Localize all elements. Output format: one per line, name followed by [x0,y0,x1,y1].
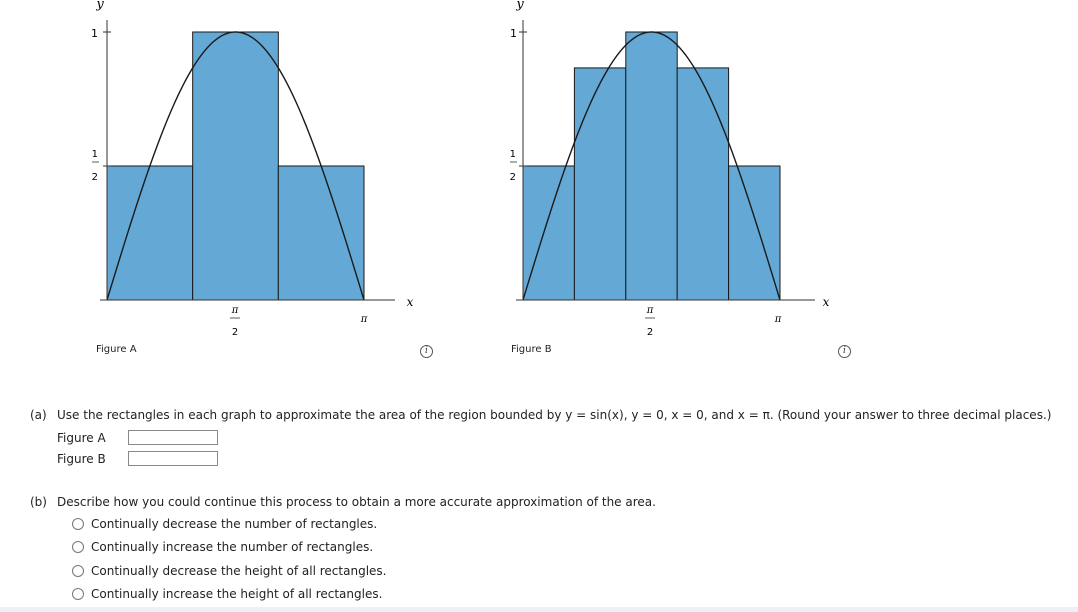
figure-b-graph [460,0,920,370]
y-tick-half-num: 1 [509,149,516,160]
figure-a-answer-input[interactable] [128,430,218,445]
option-increase-height[interactable] [72,587,382,601]
option-label: Continually decrease the number of rectangles. [91,517,378,531]
question-a-prefix: (a) [30,408,47,422]
question-a-text: Use the rectangles in each graph to approximate the area of the region bounded by y = sin(x), y = 0, x = 0, and x = π. (Round your answer to three decimal places.) [57,408,1052,422]
option-increase-number[interactable] [72,540,373,554]
rectangle-2 [574,68,625,300]
option-decrease-number[interactable] [72,517,377,531]
x-tick-pi-half-num: π [646,305,654,316]
figure-a-graph [0,0,460,370]
y-axis-label: y [516,0,524,12]
y-tick-one-label: 1 [510,27,517,40]
option-label: Continually increase the height of all rectangles. [91,587,383,601]
x-tick-pi-half-den: 2 [646,327,654,338]
y-tick-half-den: 2 [91,172,98,183]
option-decrease-height[interactable] [72,564,386,578]
answer-label-figure-b: Figure B [57,452,106,466]
radio-button[interactable] [72,565,84,577]
rectangle-2 [193,32,279,300]
rectangle-4 [677,68,728,300]
x-tick-pi-half-den: 2 [231,327,239,338]
radio-button[interactable] [72,541,84,553]
figure-a [0,0,460,370]
x-tick-pi: π [774,314,782,325]
y-tick-half-num: 1 [91,149,98,160]
x-axis-label: x [406,295,414,309]
info-icon[interactable]: i [838,345,851,358]
x-tick-pi: π [360,314,368,325]
figure-b-label: Figure B [511,344,552,355]
question-b-text: Describe how you could continue this process to obtain a more accurate approximation of the area. [57,495,656,509]
option-label: Continually increase the number of rectangles. [91,540,374,554]
page-bottom-border [0,607,1078,612]
y-axis-label: y [96,0,104,12]
radio-button[interactable] [72,518,84,530]
option-label: Continually decrease the height of all rectangles. [91,564,387,578]
y-tick-one-label: 1 [91,27,98,40]
x-axis-label: x [822,295,830,309]
rectangle-1 [523,166,574,300]
y-tick-half-den: 2 [509,172,516,183]
rectangle-3 [278,166,364,300]
figure-a-label: Figure A [96,344,137,355]
info-icon[interactable]: i [420,345,433,358]
x-tick-pi-half-num: π [231,305,239,316]
question-b-prefix: (b) [30,495,47,509]
radio-button[interactable] [72,588,84,600]
rectangle-5 [729,166,780,300]
answer-label-figure-a: Figure A [57,431,106,445]
figure-b-answer-input[interactable] [128,451,218,466]
rectangle-1 [107,166,193,300]
rectangle-3 [626,32,677,300]
figure-b [460,0,920,370]
